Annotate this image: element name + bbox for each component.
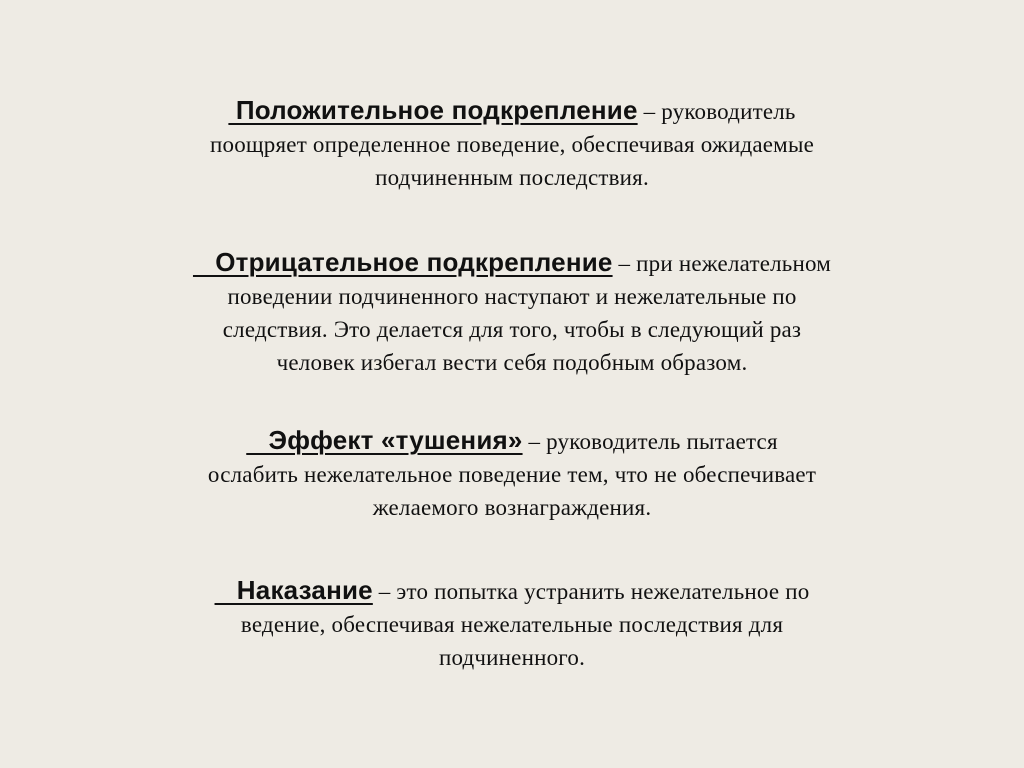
paragraph-line: подчиненным последствия. xyxy=(375,165,649,190)
term-positive-reinforcement: Положительное подкрепление xyxy=(228,95,638,125)
paragraph-first-line xyxy=(130,574,894,608)
paragraph-line: ослабить нежелательное поведение тем, что не обеспечивает xyxy=(207,462,817,487)
term-negative-reinforcement: Отрицательное подкрепление xyxy=(192,247,613,277)
definition-start: – руководитель xyxy=(637,99,796,124)
paragraph-punishment xyxy=(130,574,894,674)
definition-start: – при нежелательном xyxy=(612,251,832,276)
paragraph-positive-reinforcement xyxy=(130,94,894,194)
term-extinction-effect: Эффект «тушения» xyxy=(246,425,523,455)
paragraph-line: желаемого вознаграждения. xyxy=(372,495,652,520)
paragraph-line: следствия. Это делается для того, чтобы в следующий раз xyxy=(222,317,802,342)
paragraph-line: ведение, обеспечивая нежелательные последствия для xyxy=(240,612,784,637)
definition-start: – руководитель пытается xyxy=(522,429,778,454)
paragraph-line: поощряет определенное поведение, обеспечивая ожидаемые xyxy=(209,132,814,157)
paragraph-line: поведении подчиненного наступают и нежелательные по xyxy=(227,284,797,309)
definition-start: – это попытка устранить нежелательное по xyxy=(372,579,810,604)
paragraph-line: подчиненного. xyxy=(438,645,586,670)
paragraph-first-line xyxy=(130,94,894,128)
paragraph-extinction-effect xyxy=(130,424,894,524)
paragraph-line: человек избегал вести себя подобным образом. xyxy=(276,350,748,375)
term-punishment: Наказание xyxy=(214,575,373,605)
paragraph-first-line xyxy=(130,424,894,458)
paragraph-negative-reinforcement xyxy=(130,246,894,379)
paragraph-first-line xyxy=(130,246,894,280)
